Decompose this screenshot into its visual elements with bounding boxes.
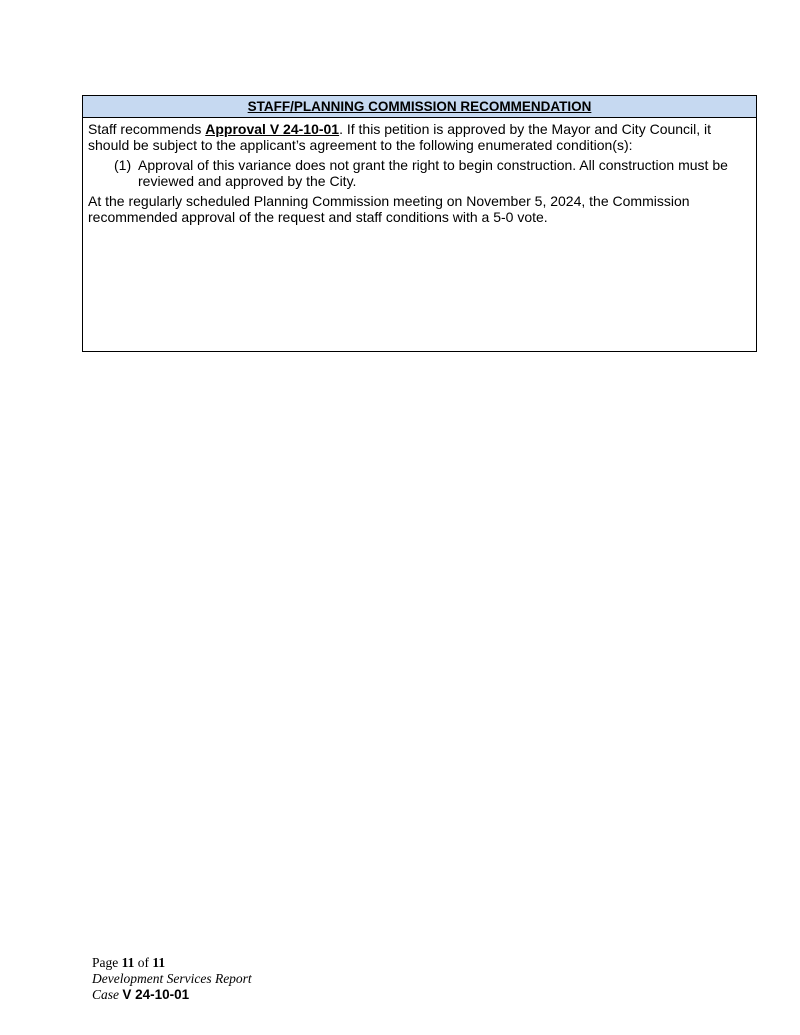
- case-id: V 24-10-01: [122, 987, 190, 1002]
- page-current: 11: [121, 955, 135, 970]
- page-word: Page: [92, 955, 122, 970]
- report-name: Development Services Report: [92, 971, 252, 986]
- condition-number: (1): [114, 157, 132, 173]
- recommendation-intro: [88, 121, 751, 153]
- condition-text: Approval of this variance does not grant the right to begin construction. All construction must be reviewed and approved by the City.: [138, 157, 728, 189]
- intro-prefix: Staff recommends: [88, 121, 206, 137]
- commission-note: At the regularly scheduled Planning Commission meeting on November 5, 2024, the Commission recommended approval of the request and staff conditions with a 5-0 vote.: [88, 193, 690, 225]
- recommendation-header: STAFF/PLANNING COMMISSION RECOMMENDATION: [83, 96, 756, 118]
- page-of: of: [134, 955, 153, 970]
- recommendation-body: [83, 118, 756, 225]
- case-label: Case: [92, 987, 123, 1002]
- recommendation-box: [82, 95, 757, 352]
- case-line: [92, 987, 252, 1003]
- intro-suffix: . If this petition is approved by the Mayor and City Council, it should be subject to the applicant’s agreement to the following enumerated condition(s):: [88, 121, 712, 153]
- page-number-line: [92, 955, 252, 971]
- approval-case-reference: Approval V 24-10-01: [205, 121, 340, 137]
- page-footer: [92, 955, 252, 1003]
- page-total: 11: [152, 955, 166, 970]
- condition-item: [114, 157, 751, 189]
